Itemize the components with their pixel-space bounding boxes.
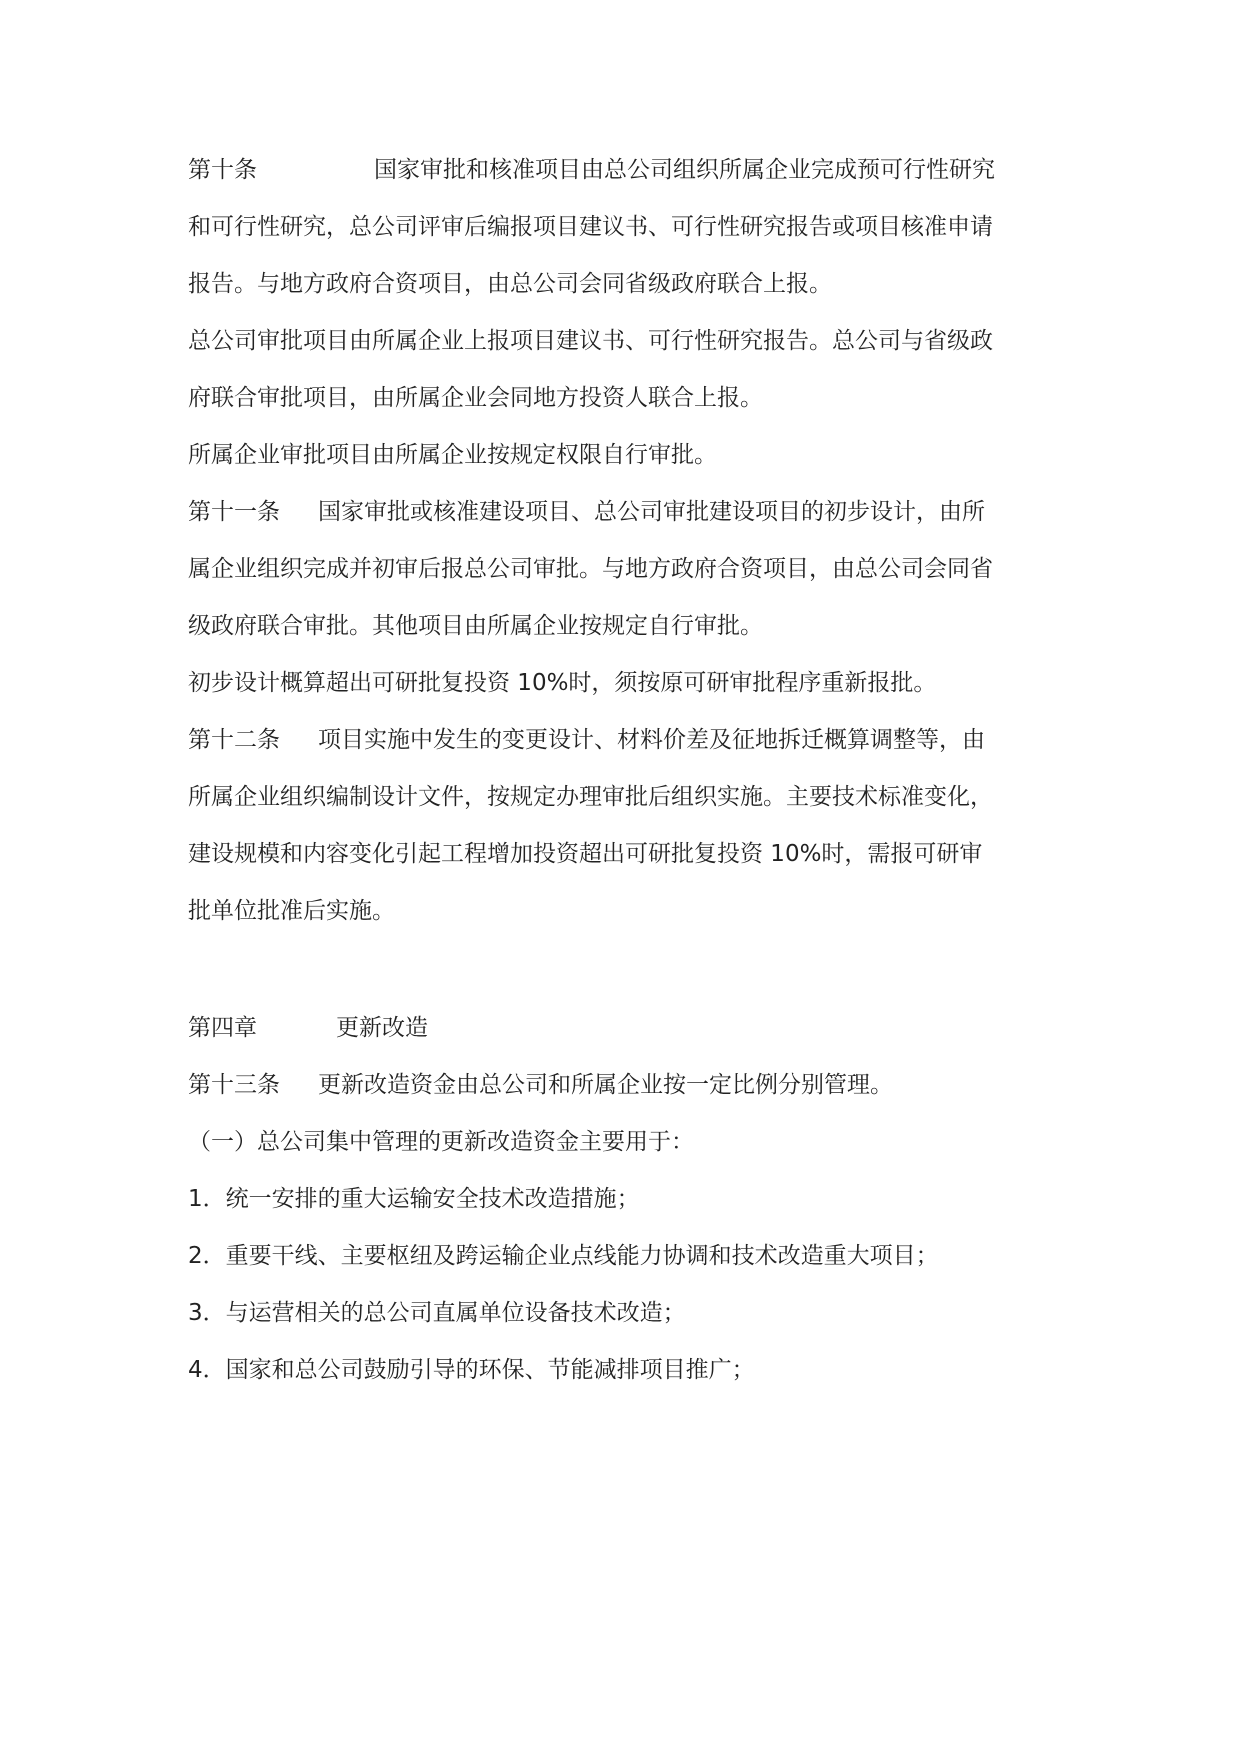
article-13-item-2: 2．重要干线、主要枢纽及跨运输企业点线能力协调和技术改造重大项目； <box>188 1243 939 1269</box>
article-10-line-3: 报告。与地方政府合资项目，由总公司会同省级政府联合上报。 <box>188 271 832 297</box>
article-11-label: 第十一条 <box>188 499 280 525</box>
article-11-para-2: 初步设计概算超出可研批复投资 10%时，须按原可研审批程序重新报批。 <box>188 670 937 696</box>
article-10-para-2-line-2: 府联合审批项目，由所属企业会同地方投资人联合上报。 <box>188 385 763 411</box>
article-10-line-1 <box>188 152 1068 188</box>
chapter-4-title: 更新改造 <box>336 1015 428 1041</box>
article-13-sub-1: （一）总公司集中管理的更新改造资金主要用于： <box>188 1129 694 1155</box>
article-10-para-2-line-1: 总公司审批项目由所属企业上报项目建议书、可行性研究报告。总公司与省级政 <box>188 328 993 354</box>
article-13-label: 第十三条 <box>188 1072 280 1098</box>
article-11-text: 国家审批或核准建设项目、总公司审批建设项目的初步设计，由所 <box>318 499 985 525</box>
article-13-line-1 <box>188 1067 1068 1103</box>
article-10-para-3: 所属企业审批项目由所属企业按规定权限自行审批。 <box>188 442 717 468</box>
article-12-line-4: 批单位批准后实施。 <box>188 898 395 924</box>
article-12-line-2: 所属企业组织编制设计文件，按规定办理审批后组织实施。主要技术标准变化， <box>188 784 993 810</box>
article-12-line-1 <box>188 722 1068 758</box>
article-13-item-1: 1．统一安排的重大运输安全技术改造措施； <box>188 1186 640 1212</box>
article-10-line-2: 和可行性研究，总公司评审后编报项目建议书、可行性研究报告或项目核准申请 <box>188 214 993 240</box>
article-11-line-2: 属企业组织完成并初审后报总公司审批。与地方政府合资项目，由总公司会同省 <box>188 556 993 582</box>
article-13-item-3: 3．与运营相关的总公司直属单位设备技术改造； <box>188 1300 686 1326</box>
article-13-item-4: 4．国家和总公司鼓励引导的环保、节能减排项目推广； <box>188 1357 755 1383</box>
article-10-label: 第十条 <box>188 157 257 183</box>
article-10-text: 国家审批和核准项目由总公司组织所属企业完成预可行性研究 <box>374 157 995 183</box>
article-12-line-3: 建设规模和内容变化引起工程增加投资超出可研批复投资 10%时，需报可研审 <box>188 841 983 867</box>
article-11-line-3: 级政府联合审批。其他项目由所属企业按规定自行审批。 <box>188 613 763 639</box>
article-13-text: 更新改造资金由总公司和所属企业按一定比例分别管理。 <box>318 1072 893 1098</box>
article-12-text: 项目实施中发生的变更设计、材料价差及征地拆迁概算调整等，由 <box>318 727 985 753</box>
chapter-4-label: 第四章 <box>188 1015 257 1041</box>
chapter-4-heading <box>188 1010 1068 1046</box>
article-11-line-1 <box>188 494 1068 530</box>
article-12-label: 第十二条 <box>188 727 280 753</box>
